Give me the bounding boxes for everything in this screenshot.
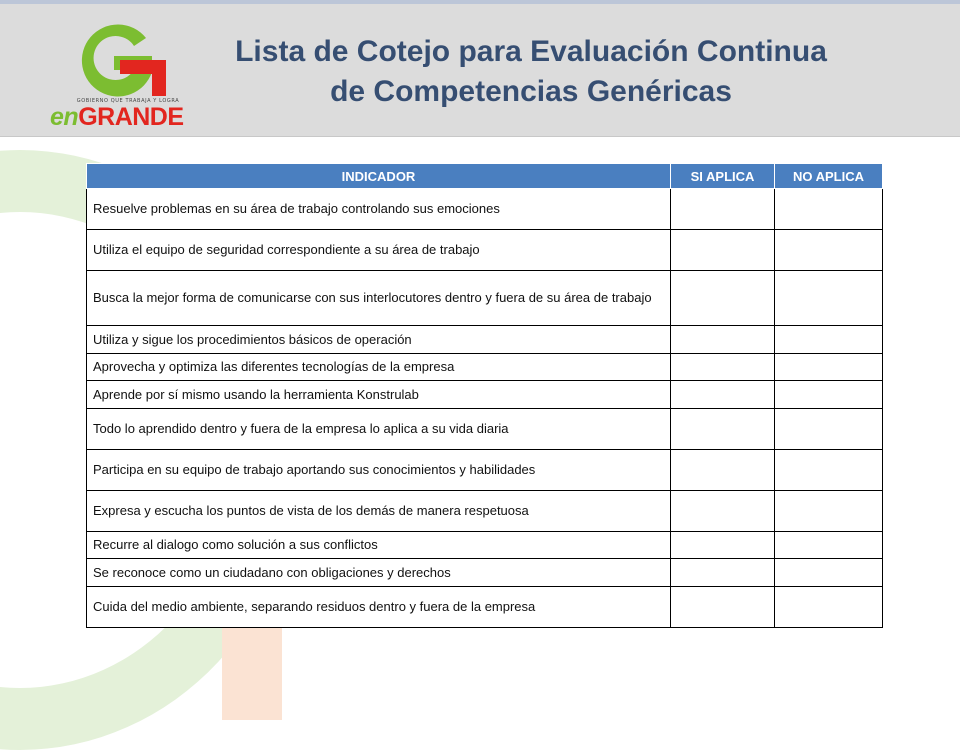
engrande-logo bbox=[48, 18, 218, 131]
checklist-table bbox=[86, 163, 883, 628]
indicator-cell: Todo lo aprendido dentro y fuera de la empresa lo aplica a su vida diaria bbox=[87, 409, 671, 450]
si-aplica-cell[interactable] bbox=[671, 532, 775, 559]
table-row bbox=[87, 326, 883, 354]
table-row bbox=[87, 271, 883, 326]
si-aplica-cell[interactable] bbox=[671, 587, 775, 628]
no-aplica-cell[interactable] bbox=[775, 326, 883, 354]
g-logo-icon bbox=[48, 18, 178, 98]
table-row bbox=[87, 189, 883, 230]
no-aplica-cell[interactable] bbox=[775, 559, 883, 587]
no-aplica-cell[interactable] bbox=[775, 381, 883, 409]
page-title bbox=[206, 32, 856, 112]
si-aplica-cell[interactable] bbox=[671, 491, 775, 532]
indicator-cell: Aprovecha y optimiza las diferentes tecnologías de la empresa bbox=[87, 354, 671, 381]
indicator-cell: Utiliza el equipo de seguridad correspondiente a su área de trabajo bbox=[87, 230, 671, 271]
no-aplica-cell[interactable] bbox=[775, 271, 883, 326]
header-indicator: INDICADOR bbox=[87, 164, 671, 189]
si-aplica-cell[interactable] bbox=[671, 189, 775, 230]
no-aplica-cell[interactable] bbox=[775, 450, 883, 491]
table-row bbox=[87, 450, 883, 491]
si-aplica-cell[interactable] bbox=[671, 230, 775, 271]
si-aplica-cell[interactable] bbox=[671, 559, 775, 587]
no-aplica-cell[interactable] bbox=[775, 491, 883, 532]
table-row bbox=[87, 559, 883, 587]
table-row bbox=[87, 532, 883, 559]
page-title-line-1: Lista de Cotejo para Evaluación Continua bbox=[235, 35, 827, 68]
no-aplica-cell[interactable] bbox=[775, 189, 883, 230]
logo-word-en: en bbox=[50, 103, 79, 131]
header-no-aplica: NO APLICA bbox=[775, 164, 883, 189]
indicator-cell: Expresa y escucha los puntos de vista de los demás de manera respetuosa bbox=[87, 491, 671, 532]
table-row bbox=[87, 409, 883, 450]
indicator-cell: Resuelve problemas en su área de trabajo controlando sus emociones bbox=[87, 189, 671, 230]
si-aplica-cell[interactable] bbox=[671, 326, 775, 354]
table-row bbox=[87, 354, 883, 381]
table-row bbox=[87, 381, 883, 409]
indicator-cell: Se reconoce como un ciudadano con obligaciones y derechos bbox=[87, 559, 671, 587]
page-title-line-2: de Competencias Genéricas bbox=[330, 75, 732, 108]
indicator-cell: Cuida del medio ambiente, separando residuos dentro y fuera de la empresa bbox=[87, 587, 671, 628]
table-row bbox=[87, 491, 883, 532]
logo-word-grande: GRANDE bbox=[78, 103, 184, 131]
no-aplica-cell[interactable] bbox=[775, 230, 883, 271]
logo-tagline: GOBIERNO QUE TRABAJA Y LOGRA bbox=[76, 98, 180, 104]
header-si-aplica: SI APLICA bbox=[671, 164, 775, 189]
logo-wordmark bbox=[50, 104, 184, 130]
table-row bbox=[87, 230, 883, 271]
indicator-cell: Aprende por sí mismo usando la herramienta Konstrulab bbox=[87, 381, 671, 409]
si-aplica-cell[interactable] bbox=[671, 354, 775, 381]
no-aplica-cell[interactable] bbox=[775, 532, 883, 559]
si-aplica-cell[interactable] bbox=[671, 450, 775, 491]
indicator-cell: Utiliza y sigue los procedimientos básicos de operación bbox=[87, 326, 671, 354]
no-aplica-cell[interactable] bbox=[775, 354, 883, 381]
si-aplica-cell[interactable] bbox=[671, 409, 775, 450]
table-header-row bbox=[87, 164, 883, 189]
indicator-cell: Busca la mejor forma de comunicarse con sus interlocutores dentro y fuera de su área de trabajo bbox=[87, 271, 671, 326]
si-aplica-cell[interactable] bbox=[671, 381, 775, 409]
indicator-cell: Recurre al dialogo como solución a sus conflictos bbox=[87, 532, 671, 559]
header-top-line bbox=[0, 0, 960, 4]
no-aplica-cell[interactable] bbox=[775, 587, 883, 628]
si-aplica-cell[interactable] bbox=[671, 271, 775, 326]
no-aplica-cell[interactable] bbox=[775, 409, 883, 450]
table-row bbox=[87, 587, 883, 628]
indicator-cell: Participa en su equipo de trabajo aportando sus conocimientos y habilidades bbox=[87, 450, 671, 491]
